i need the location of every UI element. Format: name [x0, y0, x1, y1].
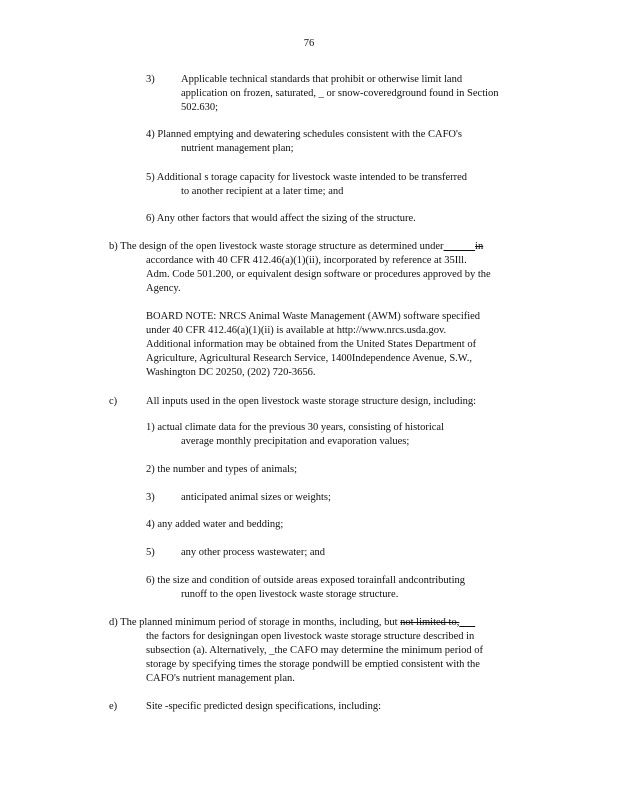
section-b-line-1-text: b) The design of the open livestock waste storage structure as determined under	[109, 241, 444, 252]
section-d-line-2: the factors for designingan open livestock waste storage structure described in	[146, 631, 475, 642]
board-note-line-4: Agriculture, Agricultural Research Service, 1400Independence Avenue, S.W.,	[146, 353, 472, 364]
item-4-line-2: nutrient management plan;	[181, 143, 294, 154]
section-d-line-4: storage by specifying times the storage pondwill be emptied consistent with the	[146, 659, 480, 670]
page-number: 76	[303, 38, 315, 49]
item-4-line-1: 4) Planned emptying and dewatering schedules consistent with the CAFO's	[146, 129, 462, 140]
section-b-blank: ______	[443, 241, 476, 252]
section-d-underline	[459, 617, 475, 628]
item-c-4: 4) any added water and bedding;	[146, 519, 284, 530]
item-c-2: 2) the number and types of animals;	[146, 464, 298, 475]
item-3-line-2: application on frozen, saturated, _ or snow-coveredground found in Section	[181, 88, 499, 99]
item-c-3-marker: 3)	[146, 492, 155, 503]
section-d-struck-text: not limited to,	[400, 617, 460, 628]
item-c-6-line-1: 6) the size and condition of outside areas exposed torainfall andcontributing	[146, 575, 465, 586]
board-note-line-5: Washington DC 20250, (202) 720-3656.	[146, 367, 316, 378]
section-d-line-1-text: d) The planned minimum period of storage in months, including, but	[109, 617, 398, 628]
item-c-5-marker: 5)	[146, 547, 155, 558]
section-e-marker: e)	[109, 701, 118, 712]
section-b-line-4: Agency.	[146, 283, 181, 294]
section-c-marker: c)	[109, 396, 118, 407]
section-b-line-1	[109, 240, 529, 254]
item-c-1-line-2: average monthly precipitation and evaporation values;	[181, 436, 410, 447]
item-3-line-3: 502.630;	[181, 102, 219, 113]
section-c-text: All inputs used in the open livestock waste storage structure design, including:	[146, 396, 477, 407]
section-b-struck-text: in	[475, 241, 484, 252]
section-b-line-3: Adm. Code 501.200, or equivalent design software or procedures approved by the	[146, 269, 491, 280]
section-b-line-2: accordance with 40 CFR 412.46(a)(1)(ii), incorporated by reference at 35Ill.	[146, 255, 467, 266]
item-5-line-1: 5) Additional s torage capacity for livestock waste intended to be transferred	[146, 172, 468, 183]
section-d-line-1	[109, 616, 539, 630]
board-note-line-1: BOARD NOTE: NRCS Animal Waste Management (AWM) software specified	[146, 311, 481, 322]
item-5-line-2: to another recipient at a later time; and	[181, 186, 344, 197]
item-3-line-1: Applicable technical standards that prohibit or otherwise limit land	[181, 74, 463, 85]
item-c-6-line-2: runoff to the open livestock waste storage structure.	[181, 589, 399, 600]
section-d-line-5: CAFO's nutrient management plan.	[146, 673, 295, 684]
item-3-marker: 3)	[146, 74, 155, 85]
item-c-3-text: anticipated animal sizes or weights;	[181, 492, 331, 503]
item-c-5-text: any other process wastewater; and	[181, 547, 326, 558]
section-d-line-3: subsection (a). Alternatively, _the CAFO may determine the minimum period of	[146, 645, 483, 656]
section-e-text: Site -specific predicted design specifications, including:	[146, 701, 382, 712]
item-6-line-1: 6) Any other factors that would affect the sizing of the structure.	[146, 213, 416, 224]
board-note-line-2: under 40 CFR 412.46(a)(1)(ii) is available at http://www.nrcs.usda.gov.	[146, 325, 447, 336]
item-c-1-line-1: 1) actual climate data for the previous 30 years, consisting of historical	[146, 422, 444, 433]
board-note-line-3: Additional information may be obtained from the United States Department of	[146, 339, 477, 350]
